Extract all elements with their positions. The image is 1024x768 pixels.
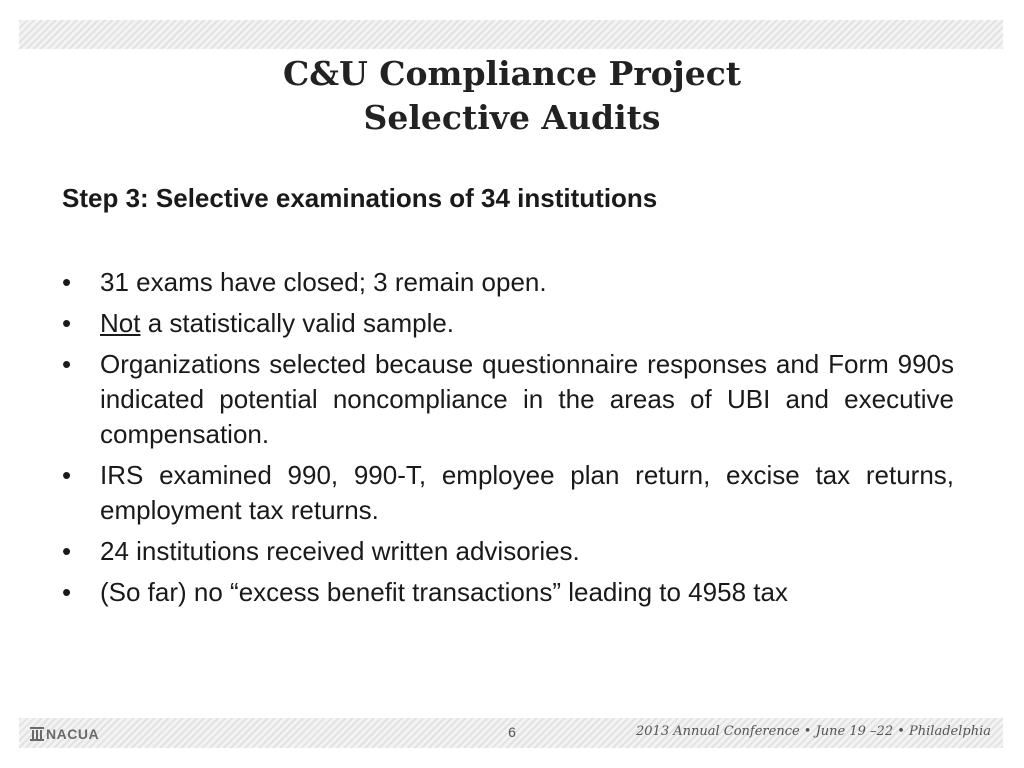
bullet-item: [62, 306, 954, 341]
nacua-logo: [30, 724, 99, 744]
bullet-item: [62, 458, 954, 528]
bullet-text: a statistically valid sample.: [140, 308, 455, 338]
title-line-2: Selective Audits: [363, 98, 661, 137]
bullet-text: Organizations selected because questionnaire responses and Form 990s indicated potential noncompliance in the areas of UBI and executive compensation.: [100, 349, 954, 449]
title-line-1: C&U Compliance Project: [282, 54, 742, 93]
bullet-item: [62, 265, 954, 300]
bullet-text: (So far) no “excess benefit transactions” leading to 4958 tax: [100, 577, 788, 607]
bullet-icon: •: [62, 577, 72, 607]
bullet-icon: •: [62, 308, 72, 338]
bullet-underlined-word: Not: [100, 308, 141, 338]
bullet-icon: •: [62, 349, 72, 379]
bullet-item: [62, 347, 954, 452]
logo-text: NACUA: [46, 726, 100, 742]
nacua-columns-icon: [30, 727, 44, 741]
bullet-item: [62, 575, 954, 610]
bullet-text: 24 institutions received written advisories.: [100, 536, 580, 566]
bullet-list: [62, 265, 954, 616]
bullet-item: [62, 534, 954, 569]
bullet-text: 31 exams have closed; 3 remain open.: [100, 267, 547, 297]
bullet-icon: •: [62, 536, 72, 566]
page-number: 6: [508, 724, 516, 740]
bullet-icon: •: [62, 267, 72, 297]
bullet-text: IRS examined 990, 990-T, employee plan return, excise tax returns, employment tax returns.: [100, 460, 954, 525]
slide-title: [0, 52, 1024, 140]
step-heading: Step 3: Selective examinations of 34 institutions: [62, 183, 658, 213]
top-decorative-band: [19, 20, 1003, 49]
conference-footer: 2013 Annual Conference • June 19 –22 • Philadelphia: [636, 724, 991, 739]
bullet-icon: •: [62, 460, 72, 490]
